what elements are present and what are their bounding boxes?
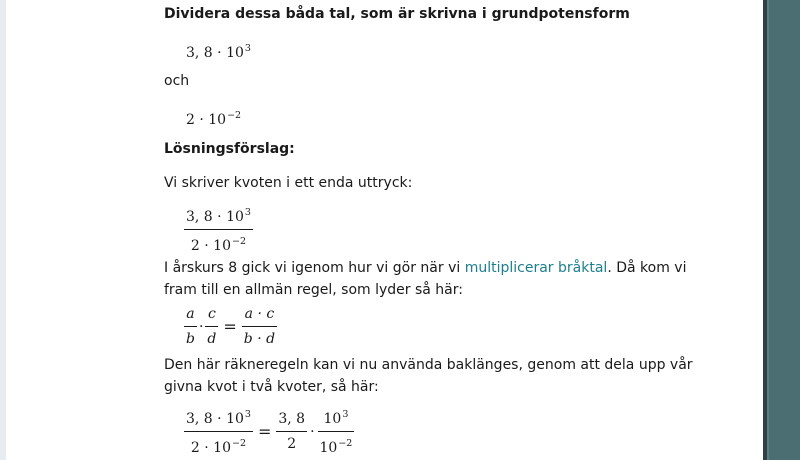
rule-fraction-a-b: $\frac{a}{b}$ [186, 306, 195, 347]
multiplicerar-braktal-link[interactable]: multiplicerar bråktal [464, 260, 608, 276]
solution-label: Lösningsförslag: [164, 141, 295, 157]
number-two-base: 2 · 10 [186, 112, 227, 128]
quotient-numerator: 3, $8 \cdot 10^3$ [184, 204, 253, 230]
paragraph-two-line-two: givna kvot i två kvoter, så här: [164, 379, 379, 395]
number-two [186, 105, 241, 131]
split-quotient-expression: $\frac{3, 8 \cdot 10^3}{2 \cdot 10^{-2}}$ = $\frac{3, 8}{2}$ · $\frac{10^3}{10^{-2}}$ [184, 406, 354, 457]
problem-heading: Dividera dessa båda tal, som är skrivna i grundpotensform [164, 6, 630, 22]
split-right-fraction: $\frac{10^3}{10^{-2}}$ [318, 406, 355, 457]
split-left-fraction: $\frac{3, 8}{2}$ [278, 411, 306, 452]
och-text: och [164, 73, 190, 89]
number-one-base: 3, 8 · 10 [186, 45, 244, 61]
number-two-exponent: −2 [227, 110, 242, 121]
quotient-expression [184, 204, 253, 255]
number-one [186, 38, 251, 64]
paragraph-one-line-two: fram till en allmän regel, som lyder så här: [164, 282, 463, 298]
intro-text: Vi skriver kvoten i ett enda uttryck: [164, 175, 413, 191]
paragraph-two-line-one: Den här räkneregeln kan vi nu använda baklänges, genom att dela upp vår [164, 357, 693, 373]
rule-fraction-result: $\frac{a \cdot c}{b \cdot d}$ [243, 306, 276, 347]
rule-fraction-c-d: $\frac{c}{d}$ [207, 306, 217, 347]
paragraph-one-line-one: I årskurs 8 gick vi igenom hur vi gör när vi multiplicerar bråktal. Då kom vi [164, 260, 687, 276]
quotient-fraction [184, 204, 253, 255]
left-margin-strip [0, 0, 6, 460]
sidebar-panel [769, 0, 800, 460]
multiplication-rule: $\frac{a}{b}$ · $\frac{c}{d}$ = $\frac{a \cdot c}{b \cdot d}$ [186, 306, 276, 347]
split-original-fraction: $\frac{3, 8 \cdot 10^3}{2 \cdot 10^{-2}}$ [184, 406, 253, 457]
number-one-exponent: 3 [244, 43, 251, 54]
quotient-denominator: $2 \cdot 10^{-2}$ [190, 236, 247, 254]
right-sidebar [763, 0, 800, 460]
